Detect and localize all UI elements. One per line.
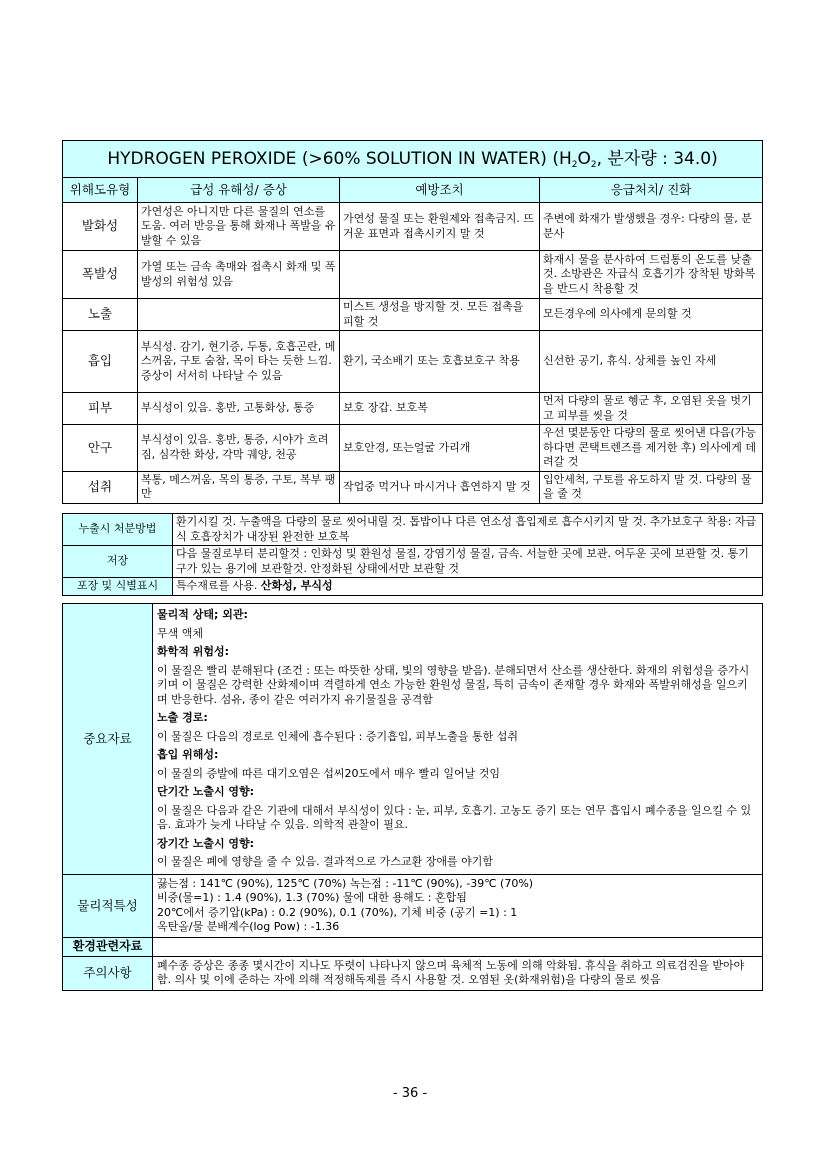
table-row (63, 471, 763, 503)
caution-label: 주의사항 (63, 956, 153, 990)
page-number: - 36 - (392, 1086, 428, 1101)
spill-row (63, 514, 763, 546)
item-heading: 화학적 위험성: (157, 645, 229, 659)
header-symptom: 급성 유해성/ 증상 (138, 178, 340, 203)
table-row (63, 331, 763, 393)
table-row (63, 393, 763, 425)
physical-line: 20℃에서 증기압(kPa) : 0.2 (90%), 0.1 (70%), 기체 비중 (공기 =1) : 1 (157, 905, 518, 919)
symptom-cell: 부식성. 감기, 현기증, 두통, 호흡곤란, 메스꺼움, 구토 숨참, 목이 타는 듯한 느낌. 증상이 서서히 나타날 수 있음 (138, 331, 340, 393)
header-prevention: 예방조치 (340, 178, 540, 203)
prevention-cell: 가연성 물질 또는 환원제와 접촉금지. 뜨거운 표면과 접촉시키지 말 것 (340, 203, 540, 251)
first-aid-cell: 화재시 물을 분사하여 드럼통의 온도를 낮출 것. 소방관은 자급식 호흡기가 장착된 방화복을 반드시 착용할 것 (540, 251, 763, 299)
prevention-cell (340, 251, 540, 299)
hazard-table (62, 140, 763, 504)
packing-bold: 산화성, 부식성 (260, 579, 333, 593)
item-text: 무색 액체 (157, 626, 204, 640)
env-label: 환경관련자료 (63, 937, 153, 956)
table-row (63, 203, 763, 251)
physical-line: 비중(물=1) : 1.4 (90%), 1.3 (70%) 물에 대한 용해도 : 혼합됨 (157, 891, 467, 905)
important-row (63, 604, 763, 875)
env-row (63, 937, 763, 956)
prevention-cell: 보호안경, 또는얼굴 가리개 (340, 425, 540, 472)
item-heading: 노출 경로: (157, 711, 208, 725)
handling-table (62, 513, 763, 596)
item-text: 이 물질은 다음의 경로로 인체에 흡수된다 : 증기흡입, 피부노출을 통한 섭취 (157, 729, 518, 743)
prevention-cell: 작업중 먹거나 마시거나 흡연하지 말 것 (340, 471, 540, 503)
prevention-cell: 환기, 국소배기 또는 호흡보호구 착용 (340, 331, 540, 393)
caution-text: 폐수종 증상은 종종 몇시간이 지나도 뚜렷이 나타나지 않으며 육체적 노동에 의해 악화됨. 휴식을 취하고 의료검진을 받아야 함. 의사 및 이에 준하는 자에 의해 적정해독제를 즉시 사용할 것. 오염된 옷(화재위험)을 다량의 물로 씻음 (153, 956, 763, 990)
item-text: 이 물질은 폐에 영향을 줄 수 있음. 결과적으로 가스교환 장애를 야기함 (157, 855, 493, 869)
header-hazard-type: 위해도유형 (63, 178, 138, 203)
physical-row (63, 874, 763, 937)
hazard-table-header (63, 178, 763, 203)
env-text (153, 937, 763, 956)
first-aid-cell: 입안세척, 구토를 유도하지 말 것. 다량의 물을 줄 것 (540, 471, 763, 503)
symptom-cell: 부식성이 있음. 홍반, 통증, 시야가 흐려짐, 심각한 화상, 각막 궤양, 천공 (138, 425, 340, 472)
prevention-cell: 보호 장갑. 보호복 (340, 393, 540, 425)
item-heading: 장기간 노출시 영향: (157, 836, 255, 850)
item-text: 이 물질은 빨리 분해된다 (조건 : 또는 따뜻한 상태, 빛의 영향을 받음). 분해되면서 산소를 생산한다. 화재의 위험성을 증가시키며 이 물질은 강력한 산화제이며 격렬하게 연소 가능한 환원성 물질, 특히 금속이 존재할 경우 화재와 폭발위해성을 일으키며 반응한다. 섬유, 종이 같은 여러가지 유기물질을 공격함 (157, 663, 750, 706)
first-aid-cell: 신선한 공기, 휴식. 상체를 높인 자세 (540, 331, 763, 393)
hazard-type: 피부 (63, 393, 138, 425)
symptom-cell: 가연성은 아니지만 다른 물질의 연소를 도움. 여러 반응을 통해 화재나 폭발을 유발할 수 있음 (138, 203, 340, 251)
item-heading: 흡입 위해성: (157, 748, 219, 762)
storage-text: 다음 물질로부터 분리할것 : 인화성 및 환원성 물질, 강염기성 물질, 금속. 서늘한 곳에 보관. 어두운 곳에 보관할 것. 통기구가 있는 용기에 보관할것. 안정화된 상태에서만 보관할 것 (173, 546, 763, 578)
important-content (153, 604, 763, 875)
table-row (63, 299, 763, 331)
header-first-aid: 응급처치/ 진화 (540, 178, 763, 203)
hazard-type: 섭취 (63, 471, 138, 503)
symptom-cell (138, 299, 340, 331)
packing-row (63, 578, 763, 596)
packing-label: 포장 및 식별표시 (63, 578, 173, 596)
hazard-type: 발화성 (63, 203, 138, 251)
table-row (63, 425, 763, 472)
item-heading: 단기간 노출시 영향: (157, 785, 255, 799)
hazard-type: 노출 (63, 299, 138, 331)
first-aid-cell: 주변에 화재가 발생했을 경우: 다량의 물, 분 분사 (540, 203, 763, 251)
spill-text: 환기시킬 것. 누출액을 다량의 물로 씻어내릴 것. 톱밥이나 다른 연소성 흡입제로 흡수시키지 말 것. 추가보호구 착용: 자급식 호흡장치가 내장된 완전한 보호복 (173, 514, 763, 546)
physical-line: 끓는점 : 141℃ (90%), 125℃ (70%) 녹는점 : -11℃ (90%), -39℃ (70%) (157, 876, 534, 890)
first-aid-cell: 먼저 다량의 물로 헹군 후, 오염된 옷을 벗기고 피부를 씻을 것 (540, 393, 763, 425)
first-aid-cell: 우선 몇분동안 다량의 물로 씻어낸 다음(가능하다면 콘택트렌즈를 제거한 후) 의사에게 데려갈 것 (540, 425, 763, 472)
physical-label: 물리적특성 (63, 874, 153, 937)
document-title: HYDROGEN PEROXIDE (>60% SOLUTION IN WATER) ($H_2O_2$, 분자량 : 34.0) (63, 141, 763, 178)
table-row (63, 251, 763, 299)
hazard-type: 안구 (63, 425, 138, 472)
prevention-cell: 미스트 생성을 방지할 것. 모든 접촉을 피할 것 (340, 299, 540, 331)
physical-content (153, 874, 763, 937)
packing-text: 특수재료를 사용. 산화성, 부식성 (173, 578, 763, 596)
storage-row (63, 546, 763, 578)
symptom-cell: 부식성이 있음. 홍반, 고통화상, 통증 (138, 393, 340, 425)
symptom-cell: 복통, 메스꺼움, 목의 통증, 구토, 복부 팽만 (138, 471, 340, 503)
symptom-cell: 가열 또는 금속 촉매와 접촉시 화재 및 폭발성의 위험성 있음 (138, 251, 340, 299)
item-text: 이 물질은 다음과 같은 기관에 대해서 부식성이 있다 : 눈, 피부, 호흡기. 고농도 증기 또는 연무 흡입시 폐수종을 일으킬 수 있음. 효과가 늦게 나타날 수 있음. 의학적 관찰이 필요. (157, 803, 752, 832)
physical-line: 옥탄올/물 분배계수(log Pow) : -1.36 (157, 920, 340, 934)
hazard-type: 흡입 (63, 331, 138, 393)
important-label: 중요자료 (63, 604, 153, 875)
spill-label: 누출시 처분방법 (63, 514, 173, 546)
info-table (62, 603, 763, 991)
item-heading: 물리적 상태; 외관: (157, 608, 248, 621)
caution-row (63, 956, 763, 990)
first-aid-cell: 모든경우에 의사에게 문의할 것 (540, 299, 763, 331)
item-text: 이 물질의 증발에 따른 대기오염은 섭씨20도에서 매우 빨리 일어날 것임 (157, 766, 500, 780)
storage-label: 저장 (63, 546, 173, 578)
hazard-type: 폭발성 (63, 251, 138, 299)
